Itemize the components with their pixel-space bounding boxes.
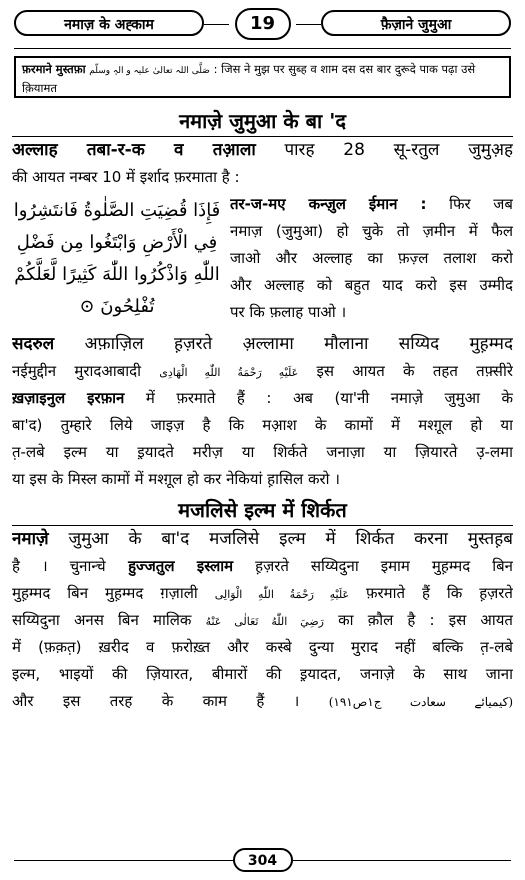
body-line: त़-लबे इल्म या इ़यादते मरीज़ या शिर्कते जनाज़ा या ज़ियारते उ़-लमा (12, 443, 513, 461)
body-line: नमाज़े जुमुआ के बा'द मजलिसे इल्म में शिर्कत करना मुस्तह़ब (12, 529, 513, 549)
quran-verse: فَإِذَا قُضِيَتِ الصَّلٰوةُ فَانتَشِرُوا فِي الْأَرْضِ وَابْتَغُوا مِن فَضْلِ اللّٰهِ وَاذْكُرُوا اللّٰهَ كَثِيرًا لَّعَلَّكُمْ تُفْلِحُونَ ⊙ (13, 200, 221, 317)
body-line: है । चुनान्चे हुज्जतुल इस्लाम ह़ज़रते सय्यिदुना इमाम मुह़म्मद बिन (12, 557, 513, 575)
header-rule (14, 48, 511, 49)
verse-translation: तर-ज-मए कन्ज़ुल ईमान : फिर जब नमाज़ (जुमुआ) हो चुके तो ज़मीन में फैल जाओ और अल्लाह का फ़ज़्ल तलाश करो और अल्लाह को बहुत याद करो इस उम्मीद पर कि फ़लाह पाओ । (230, 195, 513, 321)
header-left-title: नमाज़ के अह्काम (14, 10, 204, 36)
page-header (14, 8, 511, 40)
header-right-title: फ़ैज़ाने जुमुआ (321, 10, 511, 36)
page-body (12, 104, 513, 715)
header-divider-left (204, 24, 229, 25)
body-line: की आयत नम्बर 10 में इर्शाद फ़रमाता है : (12, 168, 240, 186)
verse-block (12, 191, 513, 331)
body-line: या इस के मिस्ल कामों में मश्ग़ूल हो कर नेकियां ह़ासिल करो । (12, 470, 340, 488)
body-line: अल्लाह तबा-र-क व तआ़ला पारह 28 सू-रतुल जुमुअ़ह (12, 140, 513, 160)
hadith-text: : जिस ने मुझ पर सुब्ह व शाम दस दस बार दुरूदे पाक पढ़ा उसे क़ियामत (22, 62, 476, 95)
body-line: नईमुद्दीन मुरादआबादी عَلَيْهِ رَحْمَةُ اللّٰهِ الْهَادِى इस आयत के तहत तफ़्सीरे (12, 362, 513, 380)
body-line: इल्म, भाइयों की ज़ियारत, बीमारों की इ़यादत, जनाज़े के साथ जाना (12, 665, 513, 683)
body-line: बा'द) तुम्हारे लिये जाइज़ है कि मआ़श के कामों में मश्ग़ूल हो या (12, 416, 513, 434)
section-heading-majlis: मजलिसे इल्म में शिर्कत (12, 495, 513, 526)
section-heading-after-jumua: नमाज़े जुमुआ के बा 'द (12, 106, 513, 137)
body-line: ख़ज़ाइनुल इरफ़ान में फ़रमाते हैं : अब (या'नी नमाज़े जुमुआ के (12, 389, 513, 407)
hadith-salutation: صَلَّی اللہ تعالیٰ علیہ و الہٖ وسلّم (89, 66, 210, 76)
body-line: सदरुल अफ़ाज़िल ह़ज़रते अ़ल्लामा मौलाना सय्यिद मुह़म्मद (12, 334, 513, 354)
body-line: में (फ़क़त़) ख़रीद व फ़रोख़्त और कस्बे दुन्या मुराद नहीं बल्कि त़-लबे (12, 638, 513, 656)
hadith-box (14, 56, 511, 98)
body-line: मुह़म्मद बिन मुह़म्मद ग़ज़ाली عَلَيْهِ رَحْمَةُ اللّٰهِ الْوَالِى फ़रमाते हैं कि ह़ज़रते (12, 584, 513, 602)
body-line: सय्यिदुना अनस बिन मालिक رَضِيَ اللّٰهُ تَعَالٰى عَنْهُ का क़ौल है : इस आयत (12, 611, 513, 629)
footer-page-number: 304 (233, 848, 293, 872)
header-divider-right (296, 24, 321, 25)
citation-reference: (کیمیائے سعادت ج۱ص۱۹۱) (328, 695, 513, 709)
hadith-label: फ़रमाने मुस्तफ़ा (22, 62, 86, 76)
body-line: और इस तरह के काम हैं । (کیمیائے سعادت ج۱ص۱۹۱) (12, 692, 513, 710)
header-page-number: 19 (235, 8, 291, 40)
